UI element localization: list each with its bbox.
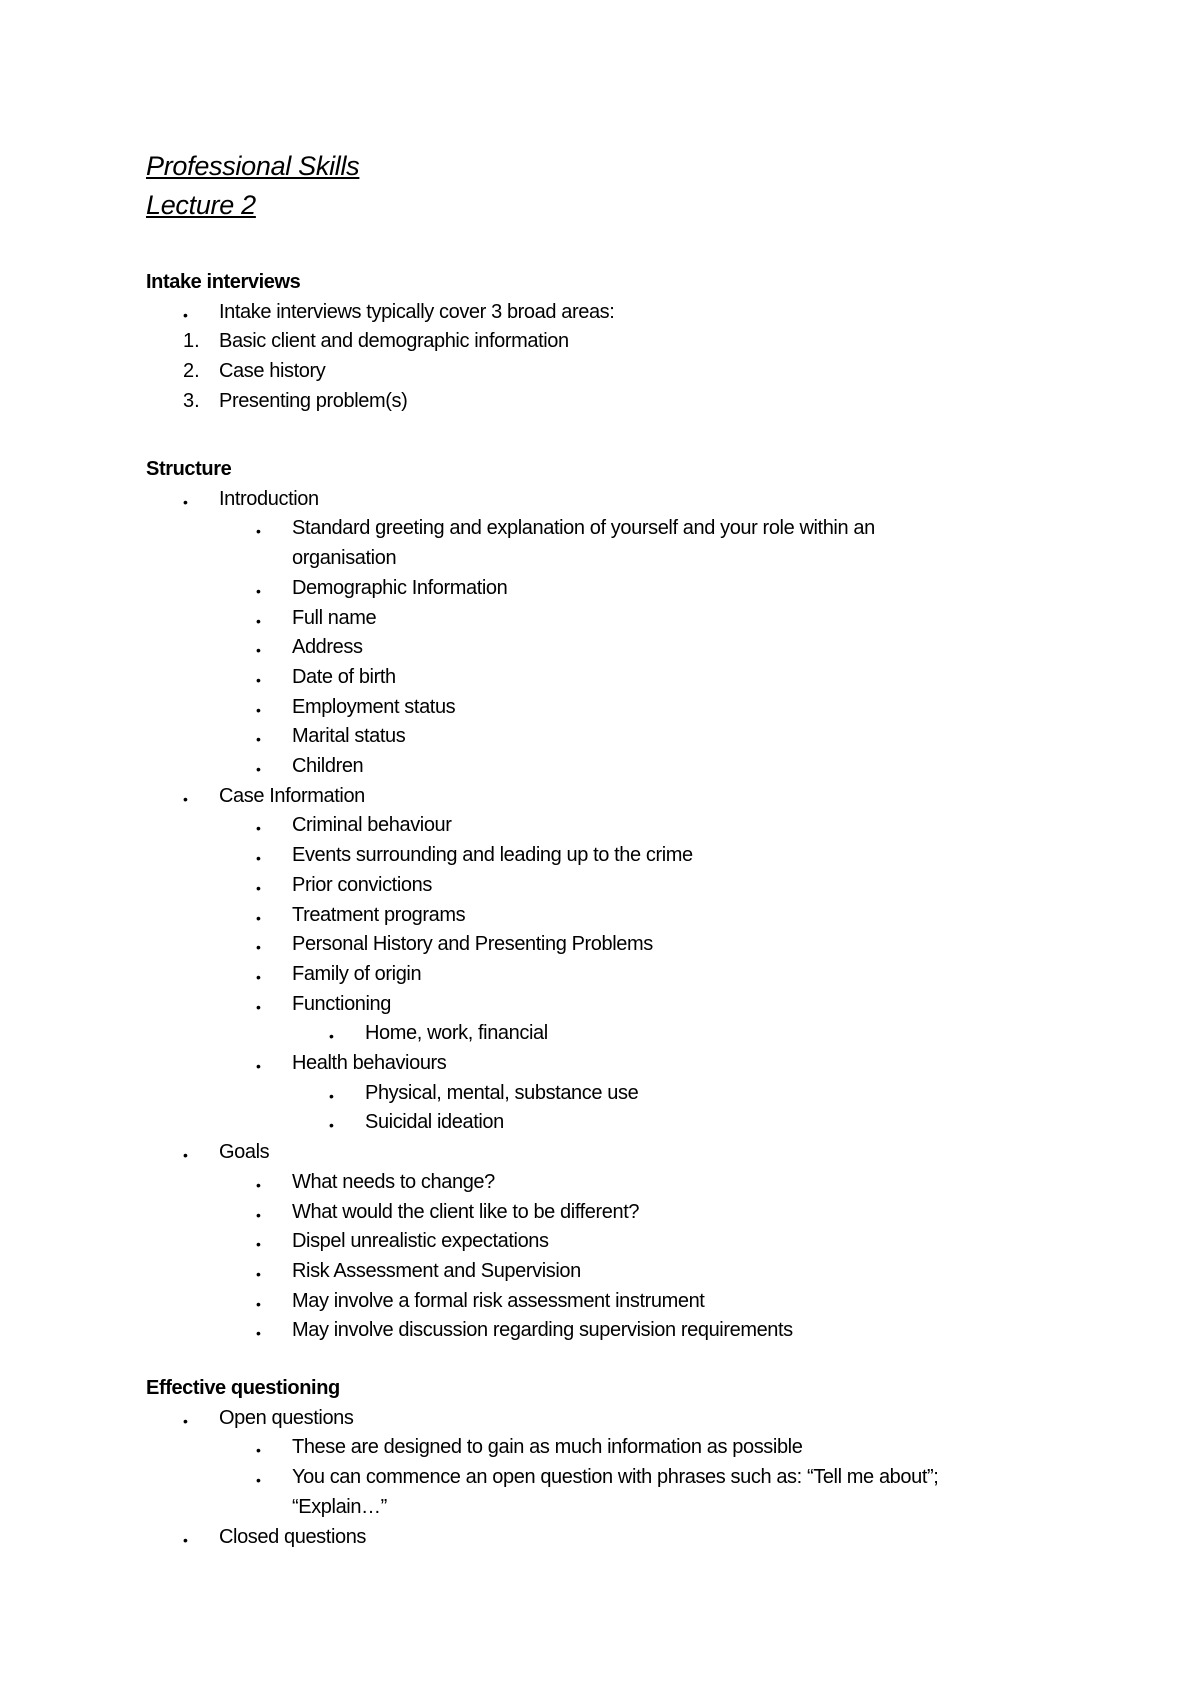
section-heading: Effective questioning bbox=[146, 1377, 340, 1399]
bullet-icon: • bbox=[183, 1412, 188, 1429]
list-item-continuation: organisation bbox=[292, 547, 397, 570]
list-item: Physical, mental, substance use bbox=[365, 1081, 639, 1104]
bullet-icon: • bbox=[329, 1028, 334, 1045]
list-item: Full name bbox=[292, 606, 377, 629]
list-item: Dispel unrealistic expectations bbox=[292, 1230, 549, 1253]
bullet-icon: • bbox=[256, 582, 261, 599]
list-item: Standard greeting and explanation of yourself and your role within an bbox=[292, 517, 875, 540]
list-item: Presenting problem(s) bbox=[219, 389, 408, 412]
list-item: Closed questions bbox=[219, 1525, 367, 1548]
bullet-icon: • bbox=[256, 731, 261, 748]
list-item: Marital status bbox=[292, 725, 406, 748]
list-item: Prior convictions bbox=[292, 873, 432, 896]
document-subtitle: Lecture 2 bbox=[146, 190, 256, 220]
list-number: 2. bbox=[183, 360, 200, 383]
list-item: Address bbox=[292, 636, 363, 659]
list-item: Case history bbox=[219, 360, 326, 383]
bullet-icon: • bbox=[183, 493, 188, 510]
list-item: Personal History and Presenting Problems bbox=[292, 933, 653, 956]
bullet-icon: • bbox=[256, 1265, 261, 1282]
list-item: Home, work, financial bbox=[365, 1022, 548, 1045]
list-item: Health behaviours bbox=[292, 1052, 447, 1074]
bullet-icon: • bbox=[256, 909, 261, 926]
list-item: Risk Assessment and Supervision bbox=[292, 1259, 581, 1282]
section-heading: Intake interviews bbox=[146, 271, 301, 293]
bullet-icon: • bbox=[256, 1472, 261, 1489]
bullet-icon: • bbox=[183, 1147, 188, 1164]
list-item: Open questions bbox=[219, 1406, 354, 1429]
document-title: Professional Skills bbox=[146, 151, 360, 181]
bullet-icon: • bbox=[256, 1325, 261, 1342]
bullet-icon: • bbox=[256, 939, 261, 956]
bullet-icon: • bbox=[256, 523, 261, 540]
section-heading: Structure bbox=[146, 458, 232, 480]
list-item: Date of birth bbox=[292, 665, 396, 688]
list-item: May involve a formal risk assessment instrument bbox=[292, 1289, 705, 1312]
list-item: Criminal behaviour bbox=[292, 814, 452, 837]
bullet-icon: • bbox=[256, 761, 261, 777]
bullet-icon: • bbox=[256, 850, 261, 867]
bullet-icon: • bbox=[256, 1206, 261, 1223]
list-item: Introduction bbox=[219, 487, 319, 510]
bullet-icon: • bbox=[329, 1117, 334, 1134]
list-item: Treatment programs bbox=[292, 903, 466, 926]
list-item: Goals bbox=[219, 1141, 270, 1164]
bullet-icon: • bbox=[256, 1442, 261, 1459]
list-item: Basic client and demographic information bbox=[219, 330, 569, 353]
bullet-icon: • bbox=[256, 879, 261, 896]
bullet-icon: • bbox=[256, 820, 261, 837]
list-item: Case Information bbox=[219, 784, 365, 807]
bullet-icon: • bbox=[183, 306, 188, 323]
bullet-icon: • bbox=[256, 642, 261, 659]
list-number: 3. bbox=[183, 389, 200, 412]
list-item: Functioning bbox=[292, 992, 391, 1015]
list-item: What would the client like to be different? bbox=[292, 1200, 640, 1223]
list-item: Suicidal ideation bbox=[365, 1111, 504, 1134]
bullet-icon: • bbox=[183, 1531, 188, 1548]
list-number: 1. bbox=[183, 330, 200, 353]
bullet-icon: • bbox=[329, 1087, 334, 1104]
list-item: You can commence an open question with phrases such as: “Tell me about”; bbox=[292, 1466, 939, 1489]
list-item: Children bbox=[292, 755, 364, 777]
list-item: Intake interviews typically cover 3 broad areas: bbox=[219, 300, 615, 323]
list-item: Events surrounding and leading up to the crime bbox=[292, 844, 693, 867]
list-item: Employment status bbox=[292, 695, 456, 718]
bullet-icon: • bbox=[256, 968, 261, 985]
list-item-continuation: “Explain…” bbox=[292, 1495, 387, 1518]
list-item: Demographic Information bbox=[292, 576, 508, 599]
list-item: May involve discussion regarding supervision requirements bbox=[292, 1319, 793, 1342]
list-item: Family of origin bbox=[292, 962, 422, 985]
bullet-icon: • bbox=[256, 701, 261, 718]
bullet-icon: • bbox=[256, 1295, 261, 1312]
bullet-icon: • bbox=[256, 1236, 261, 1253]
bullet-icon: • bbox=[256, 1058, 261, 1074]
list-item: What needs to change? bbox=[292, 1170, 495, 1193]
bullet-icon: • bbox=[256, 612, 261, 629]
bullet-icon: • bbox=[256, 1176, 261, 1193]
bullet-icon: • bbox=[256, 671, 261, 688]
list-item: These are designed to gain as much information as possible bbox=[292, 1436, 803, 1459]
bullet-icon: • bbox=[256, 998, 261, 1015]
bullet-icon: • bbox=[183, 790, 188, 807]
